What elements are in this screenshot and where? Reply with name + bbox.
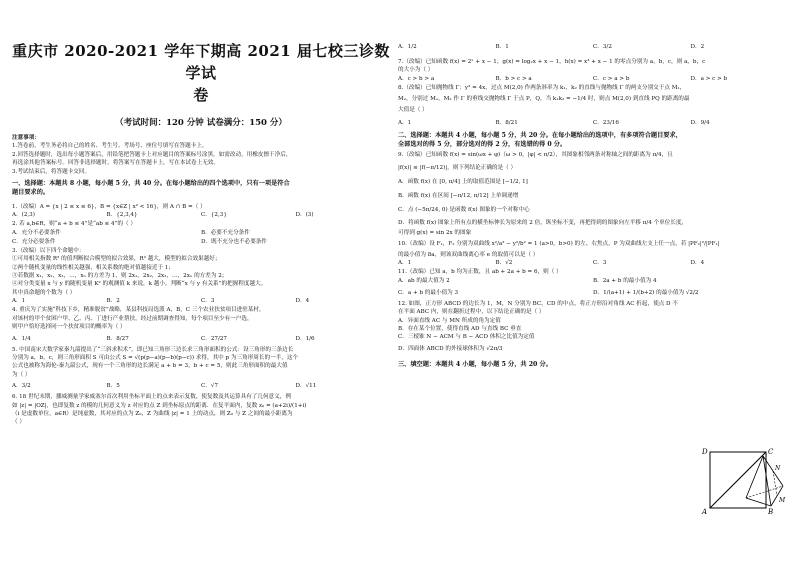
option-d: D．4 — [690, 260, 705, 267]
section-1-heading-cont: 题目要求的。 — [12, 189, 50, 197]
question-10-options — [398, 259, 788, 268]
option-c: C．√7 — [201, 383, 218, 390]
tetrahedron-figure — [743, 452, 788, 512]
question-10-line: 的最小值为 8a，则该双曲线离心率 e 的取值可以是（ ） — [398, 252, 539, 259]
question-4-options — [12, 332, 390, 346]
option-d: D．2 — [690, 44, 705, 50]
question-3-line: ①可用相关指数 R² 的值判断拟合模型的拟合效果，R² 越大，模型的拟合效果越好； — [12, 256, 221, 263]
question-5-line: 为（ ） — [12, 371, 31, 378]
question-5-line: 公式也被称为海伦-秦九韶公式，现有一个三角形的边长满足 a + b = 3，b + c = 5，则此三角形面积的最大值 — [12, 363, 288, 370]
option-a: A．1 — [398, 260, 412, 267]
option-b: B．b > c > a — [495, 75, 532, 82]
question-12-option-a: A．异面直线 AC 与 MN 所成的角为定值 — [398, 317, 501, 324]
label-m: M — [779, 497, 786, 504]
option-c: C．23/16 — [593, 119, 619, 126]
option-d: D．4 — [295, 298, 310, 305]
option-c: C．27/27 — [201, 335, 227, 342]
question-9-option-d: D．将函数 f(x) 图象上所有点的横坐标伸长为原来的 2 倍，纵坐标不变，再把得到的图象向左平移 π/4 个单位长度， — [398, 219, 688, 226]
right-column — [398, 0, 788, 561]
question-12-option-b: B．存在某个位置，使得直线 AD 与直线 BC 垂直 — [398, 326, 522, 333]
label-a: A — [702, 508, 708, 516]
question-4: 4. 重庆为了实施“科技下乡，精准脱贫”战略，某县科技局选派 A，B，C 三个农业扶贫项目进驻某村， — [12, 307, 265, 314]
question-1-options — [12, 211, 390, 220]
question-6-line: （ ） — [12, 419, 25, 426]
option-d: D．1/(a+1) + 1/(b+2) 的最小值为 √2/2 — [593, 289, 699, 296]
question-6: 6. 18 世纪末期，挪威测量学家威塞尔首次利用坐标平面上的点来表示复数，使复数及其运算具有了几何意义，例 — [12, 394, 291, 401]
question-8-line: 大值是（ ） — [398, 107, 428, 114]
label-b: B — [768, 508, 774, 516]
option-b: B．8/27 — [106, 335, 129, 342]
question-8-line: M₂，分别过 M₁，M₂ 作 Γ 的垂线交抛物线 Γ 于点 P，Q，当 k₁k₂ = −1/4 时，则点 M(2,0) 到直线 PQ 的距离的最 — [398, 96, 690, 103]
option-a: A．1 — [12, 298, 26, 305]
left-column — [12, 0, 390, 561]
question-8: 8.（改编）已知抛物线 Γ：y² = 4x，过点 M(2,0) 作两条斜率为 k₁，k₂ 的直线与抛物线 Γ 的两支分别交于点 M₁， — [398, 84, 686, 91]
option-d: D．a > c > b — [690, 75, 728, 82]
notes-heading: 注意事项： — [12, 135, 40, 141]
question-9: 9.（改编）已知函数 f(x) = sin(ωx + φ)（ω > 0，|φ| < π/2），其图象相邻两条对称轴之间的距离为 π/4，且 — [398, 151, 673, 158]
question-11-options — [398, 277, 788, 286]
option-b: B．{2,3,4} — [106, 212, 138, 219]
option-a: A．(2,3) — [12, 212, 35, 219]
option-b: B．必要不充分条件 — [201, 229, 250, 236]
question-11: 11.（改编）已知 a，b 均为正数，且 ab + 2a + b = 6，则（ ） — [398, 269, 562, 276]
section-3-heading: 三、填空题：本题共 4 小题，每小题 5 分，共 20 分。 — [398, 360, 552, 368]
note-line: 2.回答选择题时，选出每小题答案后，用铅笔把答题卡上对应题目的答案标号涂黑。如需改动，用橡皮擦干净后， — [12, 151, 292, 158]
question-7-options — [398, 75, 788, 84]
question-9-option-c: C．点 (−5π/24, 0) 是函数 f(x) 图象的一个对称中心 — [398, 206, 530, 213]
option-b: B．2 — [106, 298, 120, 305]
option-c: C．{2,3} — [201, 212, 227, 219]
label-d: D — [702, 448, 708, 456]
option-c: C．3 — [593, 260, 607, 267]
question-3-line: ④对分类变量 x 与 y 的随机变量 K² 的观测值 k 来说，k 越小，判断“x 与 y 有关系”的把握程度越大。 — [12, 281, 267, 288]
option-a: A．1 — [398, 119, 412, 126]
question-2-options — [12, 229, 390, 238]
question-7-line: 的大小为（ ） — [398, 67, 434, 74]
option-b: B．8/21 — [495, 119, 518, 126]
option-d: D．既不充分也不必要条件 — [201, 238, 268, 245]
question-6-line: 如 |z| = |OZ|，也即复数 z 的模的几何意义为 z 对应的点 Z 到坐标原点的距离．在复平面内，复数 z₀ = (a+2i)/(1+i) — [12, 402, 307, 409]
question-8-options — [398, 115, 788, 131]
note-line: 再选涂其他答案标号。回答非选择题时，将答案写在答题卡上，写在本试卷上无效。 — [12, 160, 219, 167]
question-12: 12. 如图，正方形 ABCD 的边长为 1，M，N 分别为 BC，CD 的中点，将正方形沿对角线 AC 折起，使点 D 不 — [398, 300, 678, 307]
question-12-option-c: C．三棱锥 N − ACM 与 B − ACD 体积之比值为定值 — [398, 334, 535, 341]
option-d: D．1/6 — [295, 335, 315, 342]
question-6-line: （i 是虚数单位，a∈R）是纯虚数，其对应的点为 Z₀，Z 为曲线 |z| = 1 上的动点，则 Z₀ 与 Z 之间的最小距离为 — [12, 410, 293, 417]
option-d: D．√11 — [295, 383, 317, 390]
question-12-option-d: D．四面体 ABCD 的外接球体积为 √2π/3 — [398, 345, 503, 352]
option-a: A．1/2 — [398, 44, 417, 50]
question-9-line: |f(x)| ≤ |f(−π/12)|，则下列结论正确的是（ ） — [398, 164, 517, 171]
option-d: D．(3) — [295, 212, 314, 219]
question-11-options-2 — [398, 286, 788, 300]
option-c: C．充分必要条件 — [12, 238, 56, 245]
option-c: C．3/2 — [593, 44, 612, 50]
notes — [12, 134, 390, 176]
option-a: A．1/4 — [12, 335, 31, 342]
option-d: D．9/4 — [690, 119, 710, 126]
option-a: A．3/2 — [12, 383, 31, 390]
question-6-options — [398, 40, 788, 54]
option-b: B．1 — [495, 44, 509, 50]
option-b: B．5 — [106, 383, 120, 390]
question-5: 5. 中国南宋大数学家秦九韶提出了“三斜求积术”，即已知三角形三边长求三角形面积的公式：设三角形的三条边长 — [12, 346, 294, 353]
question-3-line: ③若数据 x₁，x₂，x₃，…，xₙ 的方差为 1，则 2x₁，2x₂，2x₃，…，2xₙ 的方差为 2； — [12, 273, 228, 280]
option-b: B．2a + b 的最小值为 4 — [593, 277, 657, 284]
option-a: A．ab 的最大值为 2 — [398, 277, 450, 284]
question-4-line: 则甲户恰好选择同一个扶贫项目的概率为（ ） — [12, 324, 126, 331]
question-4-line: 对该村的甲个贫困户甲、乙、丙、丁进行产业帮扶，经过前期调查得知，每个项目至少有一户选， — [12, 315, 253, 322]
option-a: A．充分不必要条件 — [12, 229, 61, 236]
question-9-line: 可得到 g(x) = sin 2x 的图象 — [398, 229, 472, 236]
question-9-option-b: B．函数 f(x) 在区间 [−π/12, π/12] 上单调递增 — [398, 192, 519, 199]
option-c: C．3 — [201, 298, 215, 305]
option-b: B．√2 — [495, 260, 513, 267]
question-3-options — [12, 297, 390, 306]
section-1-heading: 一、选择题：本题共 8 小题，每小题 5 分，共 40 分。在每小题给出的四个选项中，只有一项是符合 — [12, 180, 290, 188]
question-1: 1.（改编）A = {x | 2 ≤ x ≤ 6}，B = {x∈Z | x² < 16}，则 A ∩ B =（ ） — [12, 204, 206, 211]
question-5-line: 分别为 a，b，c，则三角形面积 S 可由公式 S = √(p(p−a)(p−b)(p−c)) 求得，其中 p 为三角形周长的一半，这个 — [12, 354, 299, 361]
label-c: C — [768, 448, 774, 456]
question-7: 7.（改编）已知函数 f(x) = 2ˣ + x − 1，g(x) = log₂x + x − 1，h(x) = x³ + x − 1 的零点分别为 a，b，c，则 a，b，c — [398, 59, 706, 65]
question-5-options — [12, 379, 390, 393]
option-a: A．c > b > a — [398, 75, 435, 82]
question-9-option-a: A．函数 f(x) 在 [0, π/4] 上的取值范围是 [−1/2, 1] — [398, 178, 528, 185]
note-line: 1.答卷前，考生务必将自己的姓名、考生号、考场号、座位号填写在答题卡上。 — [12, 143, 208, 150]
option-c: C．c > a > b — [593, 75, 630, 82]
note-line: 3.考试结束后，将答题卡交回。 — [12, 168, 91, 175]
section-2-heading-cont: 全部选对的得 5 分，部分选对的得 2 分，有选错的得 0 分。 — [398, 140, 567, 148]
option-c: C．a + b 的最小值为 3 — [398, 289, 459, 296]
label-n: N — [775, 465, 781, 472]
question-3-line: 其中真命题的个数为（ ） — [12, 289, 76, 296]
question-3-line: ②两个随机变量的线性相关越强，相关系数的绝对值越接近于 1； — [12, 264, 174, 271]
section-2-heading: 二、选择题：本题共 4 小题，每小题 5 分，共 20 分。在每小题给出的选项中，有多项符合题目要求， — [398, 131, 682, 139]
question-2-options-2 — [12, 238, 390, 247]
exam-title: 重庆市 2020-2021 学年下期高 2021 届七校三诊数学试 卷 — [12, 42, 390, 104]
question-10: 10.（改编）设 F₁，F₂ 分别为双曲线 x²/a² − y²/b² = 1 (a>0，b>0) 的左、右焦点，P 为双曲线左支上任一点，若 |PF₂|²/|PF₁| — [398, 241, 720, 248]
question-12-line: 在平面 ABC 内，则在翻折过程中，以下结论正确的是（ ） — [398, 309, 545, 316]
exam-subtitle: （考试时间：120 分钟 试卷满分：150 分） — [115, 118, 287, 128]
question-2: 2. 若 a,b∈R，则“a + b ≤ 4”是“ab ≤ 4”的（ ） — [12, 221, 136, 228]
question-3: 3.（改编）以下四个命题中： — [12, 247, 85, 254]
